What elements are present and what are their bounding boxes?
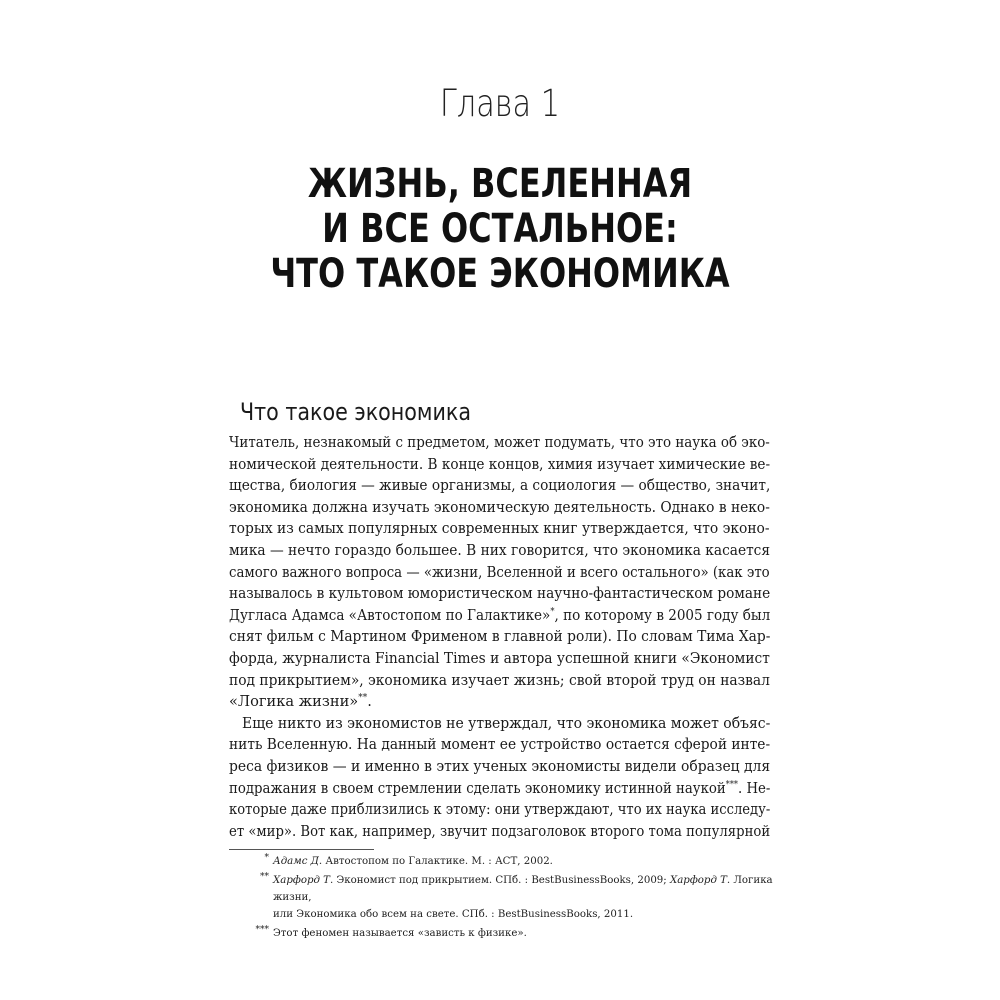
body-line: самого важного вопроса — «жизни, Вселенной и всего остального» (как это (229, 563, 770, 581)
footnote (229, 872, 789, 923)
body-line: экономика должна изучать экономическую деятельность. Однако в неко- (229, 498, 770, 516)
footnote-text: Автостопом по Галактике. М. : АСТ, 2002. (322, 856, 553, 867)
chapter-title (0, 162, 1000, 297)
footnote-text: или Экономика обо всем на свете. СПб. : BestBusinessBooks, 2011. (273, 909, 634, 920)
body-line: под прикрытием», экономика изучает жизнь; свой второй труд он назвал (229, 671, 770, 689)
body-line: которые даже приблизились к этому: они утверждают, что их наука исследу- (229, 801, 770, 819)
body-line: форда, журналиста Financial Times и автора успешной книги «Экономист (229, 649, 770, 667)
footnote-marker: * (550, 606, 555, 617)
body-line: Читатель, незнакомый с предметом, может подумать, что это наука об эко- (229, 434, 770, 451)
footnote-marker: *** (725, 779, 739, 790)
body-line: номической деятельности. В конце концов, химия изучает химические ве- (229, 455, 770, 473)
body-line: подражания в своем стремлении сделать экономику истинной наукой***. Не- (229, 779, 770, 797)
chapter-label: Глава 1 (439, 82, 561, 125)
body-line: называлось в культовом юмористическом научно-фантастическом романе (229, 585, 770, 603)
footnote-author: Адамс Д. (273, 856, 323, 867)
chapter-title-line: ЖИЗНЬ, ВСЕЛЕННАЯ (307, 161, 693, 207)
body-line: Дугласа Адамса «Автостопом по Галактике»*, по которому в 2005 году был (229, 606, 770, 624)
body-line: Еще никто из экономистов не утверждал, что экономика может объяс- (242, 714, 770, 732)
footnote-mark: * (264, 853, 269, 863)
body-line: торых из самых популярных современных книг утверждается, что эконо- (229, 520, 770, 538)
footnote-author: Харфорд Т. (669, 875, 731, 886)
footnote-author: Харфорд Т. (273, 875, 334, 886)
footnote-text: Экономист под прикрытием. СПб. : BestBusinessBooks, 2009; (333, 875, 670, 886)
footnote-text: Логика жизни, (273, 875, 773, 903)
section-heading: Что такое экономика (240, 398, 472, 426)
footnote-text: Этот феномен называется «зависть к физике». (273, 928, 527, 939)
body-line: снят фильм с Мартином Фрименом в главной роли). По словам Тима Хар- (229, 628, 770, 646)
footnote-mark: *** (255, 925, 269, 935)
body-line: щества, биология — живые организмы, а социология — общество, значит, (229, 477, 770, 495)
footnote (229, 853, 789, 870)
footnotes (229, 853, 789, 944)
body-line: ет «мир». Вот как, например, звучит подзаголовок второго тома популярной (229, 822, 770, 840)
body-line: мика — нечто гораздо большее. В них говорится, что экономика касается (229, 541, 770, 559)
footnote-mark: ** (260, 872, 269, 882)
chapter-title-line: ЧТО ТАКОЕ ЭКОНОМИКА (270, 251, 730, 297)
body-line: нить Вселенную. На данный момент ее устройство остается сферой инте- (229, 736, 770, 754)
footnote (229, 925, 789, 942)
footnote-marker: ** (358, 693, 368, 704)
body-line: «Логика жизни»**. (229, 693, 372, 711)
chapter-title-line: И ВСЕ ОСТАЛЬНОЕ: (322, 206, 678, 252)
body-line: реса физиков — и именно в этих ученых экономисты видели образец для (229, 757, 770, 775)
body-text (229, 432, 770, 842)
